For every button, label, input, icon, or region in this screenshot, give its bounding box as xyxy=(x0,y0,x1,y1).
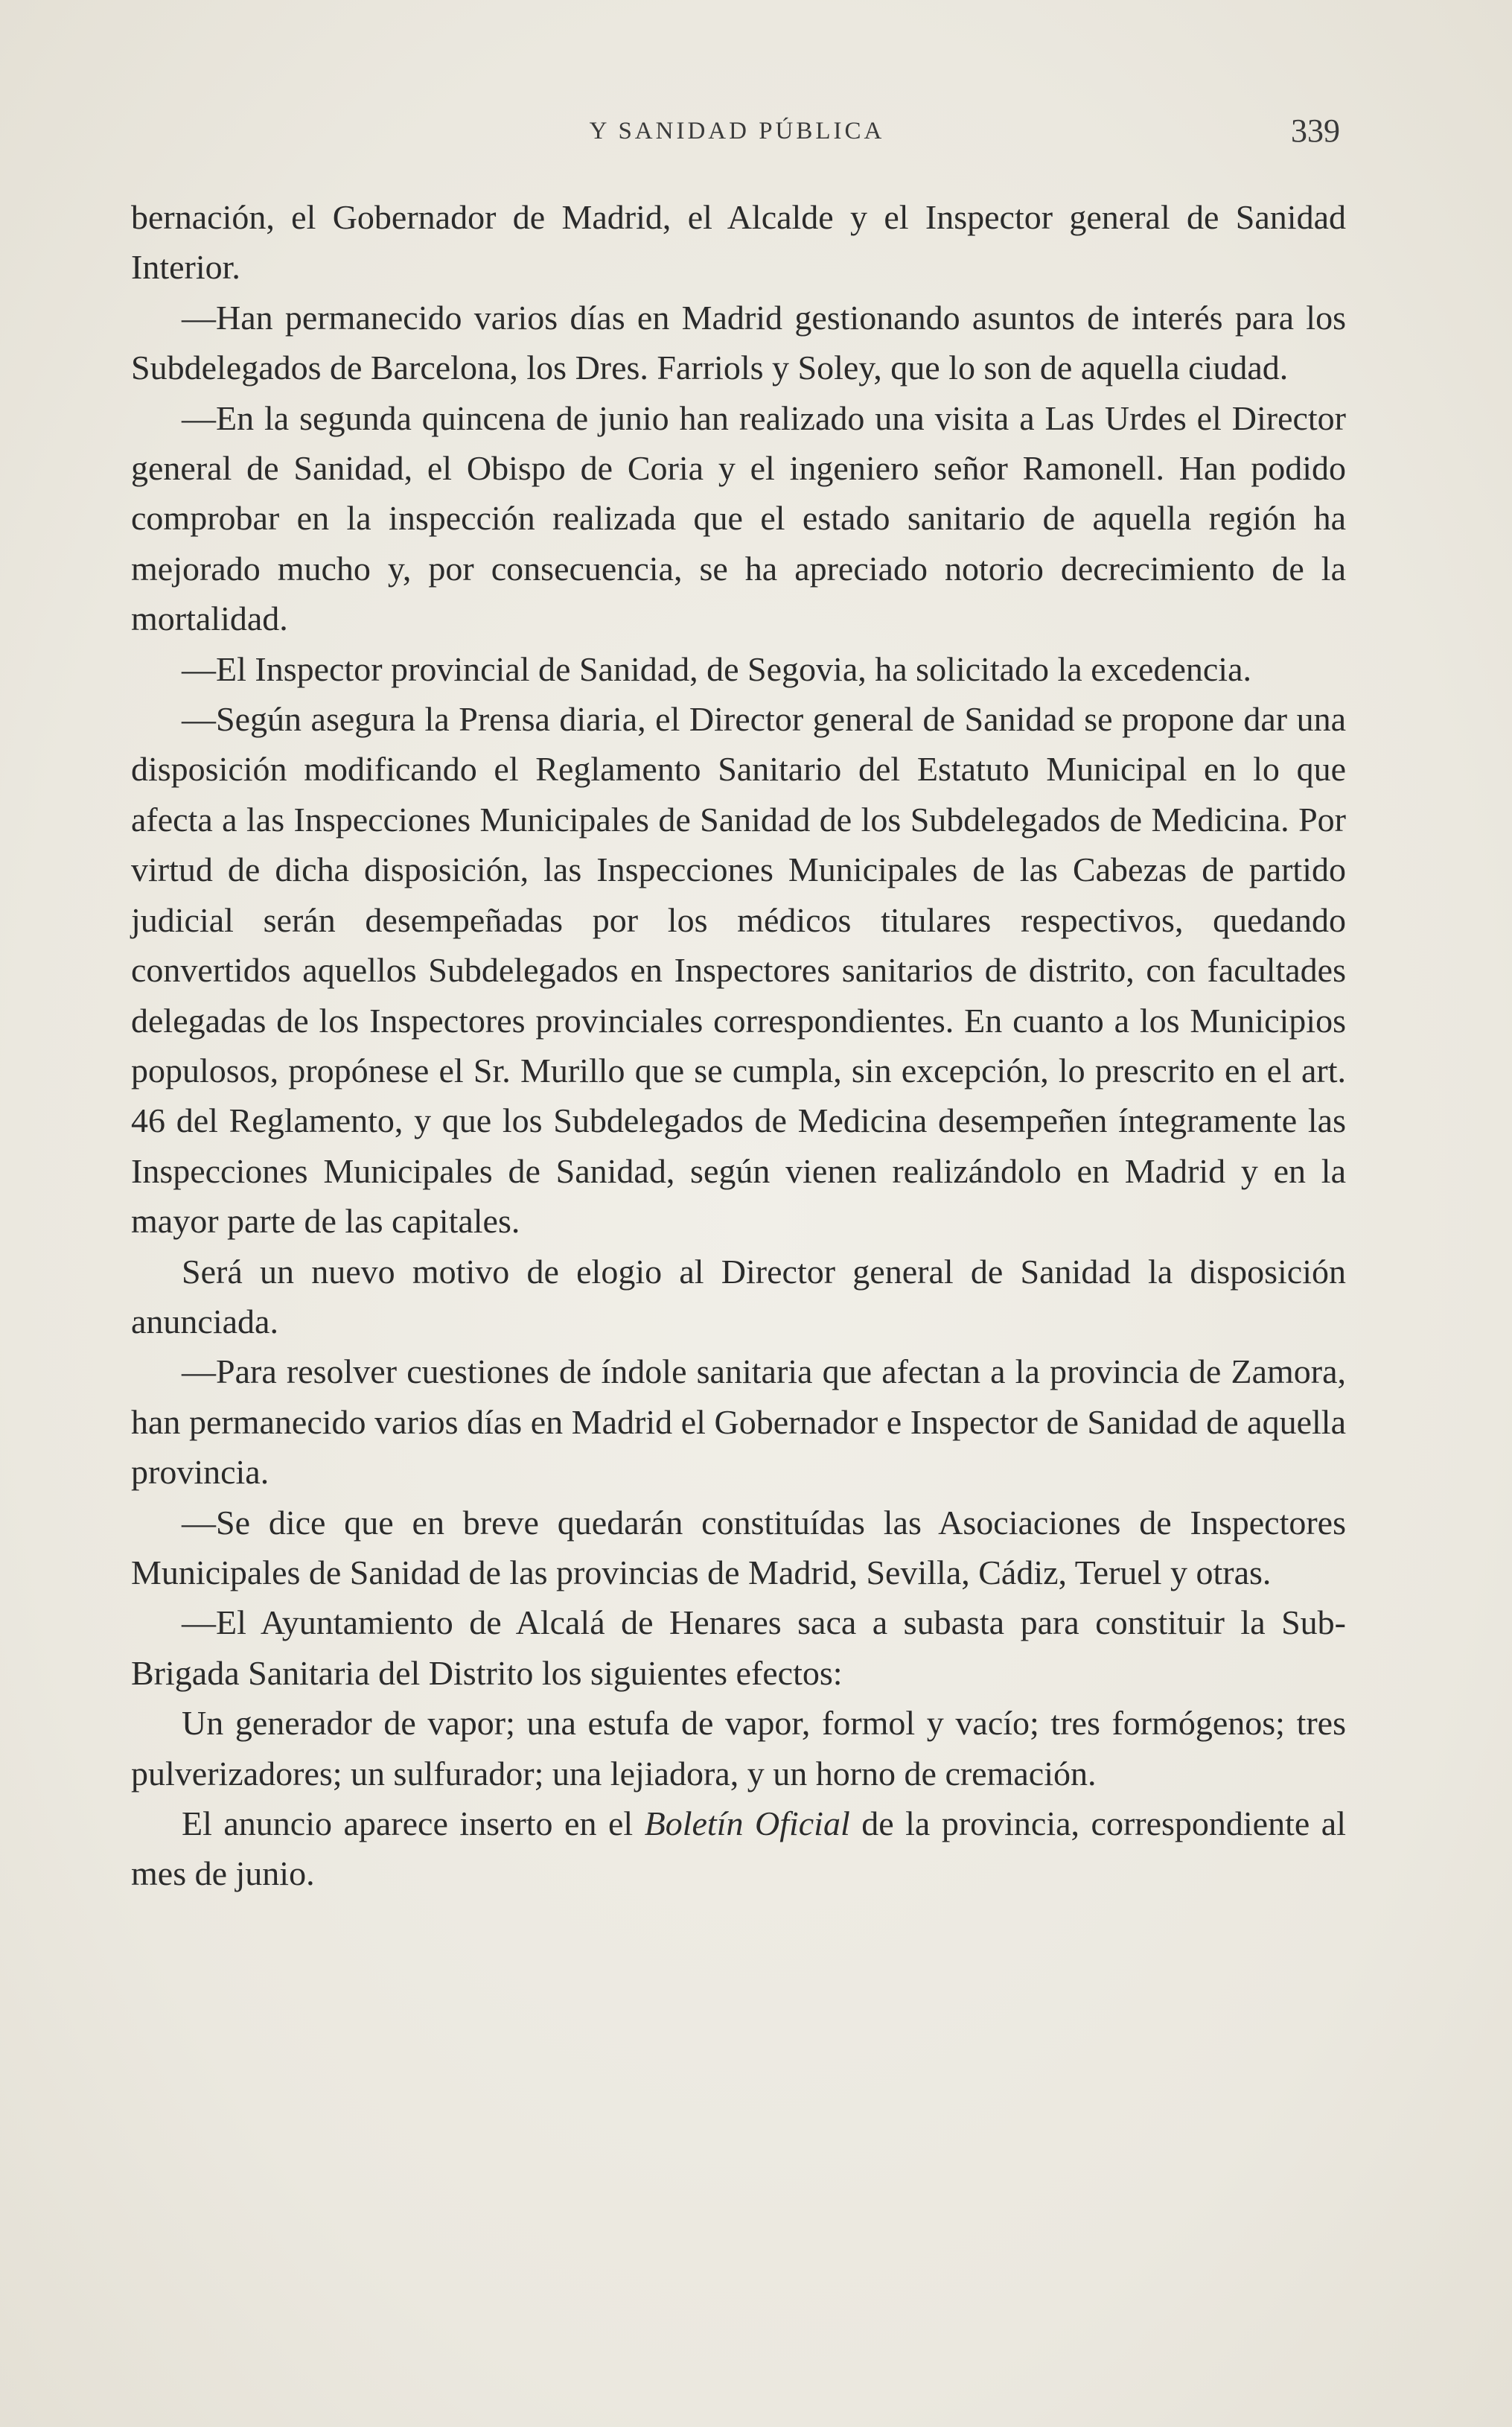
paragraph-7: —Para resolver cuestiones de índole sanitaria que afectan a la provincia de Zamora, han permanecido varios días en Madrid el Gobernador e Inspector de Sanidad de aquella provincia. xyxy=(131,1352,1346,1492)
paragraph-11-start: El anuncio aparece inserto en el xyxy=(182,1804,645,1842)
paragraph-1: bernación, el Gobernador de Madrid, el Alcalde y el Inspector general de Sanidad Interior. xyxy=(131,198,1346,287)
paragraph-4: —El Inspector provincial de Sanidad, de Segovia, ha solicitado la excedencia. xyxy=(182,649,1252,688)
paragraph-11-end: de la provincia, correspondiente al mes de junio. xyxy=(131,1804,1346,1893)
body-text xyxy=(131,192,1346,1899)
paragraph-3: —En la segunda quincena de junio han realizado una visita a Las Urdes el Director general de Sanidad, el Obispo de Coria y el ingeniero señor Ramonell. Han podido comprobar en la inspección realizada que el estado sanitario de aquella región ha mejorado mucho y, por consecuencia, se ha apreciado notorio decrecimiento de la mortalidad. xyxy=(131,398,1346,638)
running-head: Y SANIDAD PÚBLICA xyxy=(589,118,885,144)
paragraph-5: —Según asegura la Prensa diaria, el Director general de Sanidad se propone dar una disposición modificando el Reglamento Sanitario del Estatuto Municipal en lo que afecta a las Inspecciones Municipales de Sanidad de los Subdelegados de Medicina. Por virtud de dicha disposición, las Inspecciones Municipales de las Cabezas de partido judicial serán desempeñadas por los médicos titulares respectivos, quedando convertidos aquellos Subdelegados en Inspectores sanitarios de distrito, con facultades delegadas de los Inspectores provinciales correspondientes. En cuanto a los Municipios populosos, propónese el Sr. Murillo que se cumpla, sin excepción, lo prescrito en el art. 46 del Reglamento, y que los Subdelegados de Medicina desempeñen íntegramente las Inspecciones Municipales de Sanidad, según vienen realizándolo en Madrid y en la mayor parte de las capitales. xyxy=(131,700,1346,1241)
page-header xyxy=(134,112,1340,156)
paragraph-9: —El Ayuntamiento de Alcalá de Henares saca a subasta para constituir la Sub-Brigada Sanitaria del Distrito los siguientes efectos: xyxy=(131,1603,1346,1692)
page-number: 339 xyxy=(1291,112,1340,149)
bulletin-title: Boletín Oficial xyxy=(644,1804,850,1842)
paragraph-10: Un generador de vapor; una estufa de vapor, formol y vacío; tres formógenos; tres pulverizadores; un sulfurador; una lejiadora, y un horno de cremación. xyxy=(131,1704,1346,1793)
paragraph-2: —Han permanecido varios días en Madrid gestionando asuntos de interés para los Subdelegados de Barcelona, los Dres. Farriols y Soley, que lo son de aquella ciudad. xyxy=(131,298,1346,387)
paragraph-8: —Se dice que en breve quedarán constituídas las Asociaciones de Inspectores Municipales de Sanidad de las provincias de Madrid, Sevilla, Cádiz, Teruel y otras. xyxy=(131,1503,1346,1591)
paragraph-6: Será un nuevo motivo de elogio al Director general de Sanidad la disposición anunciada. xyxy=(131,1252,1346,1340)
paragraph-11 xyxy=(131,1798,1346,1899)
